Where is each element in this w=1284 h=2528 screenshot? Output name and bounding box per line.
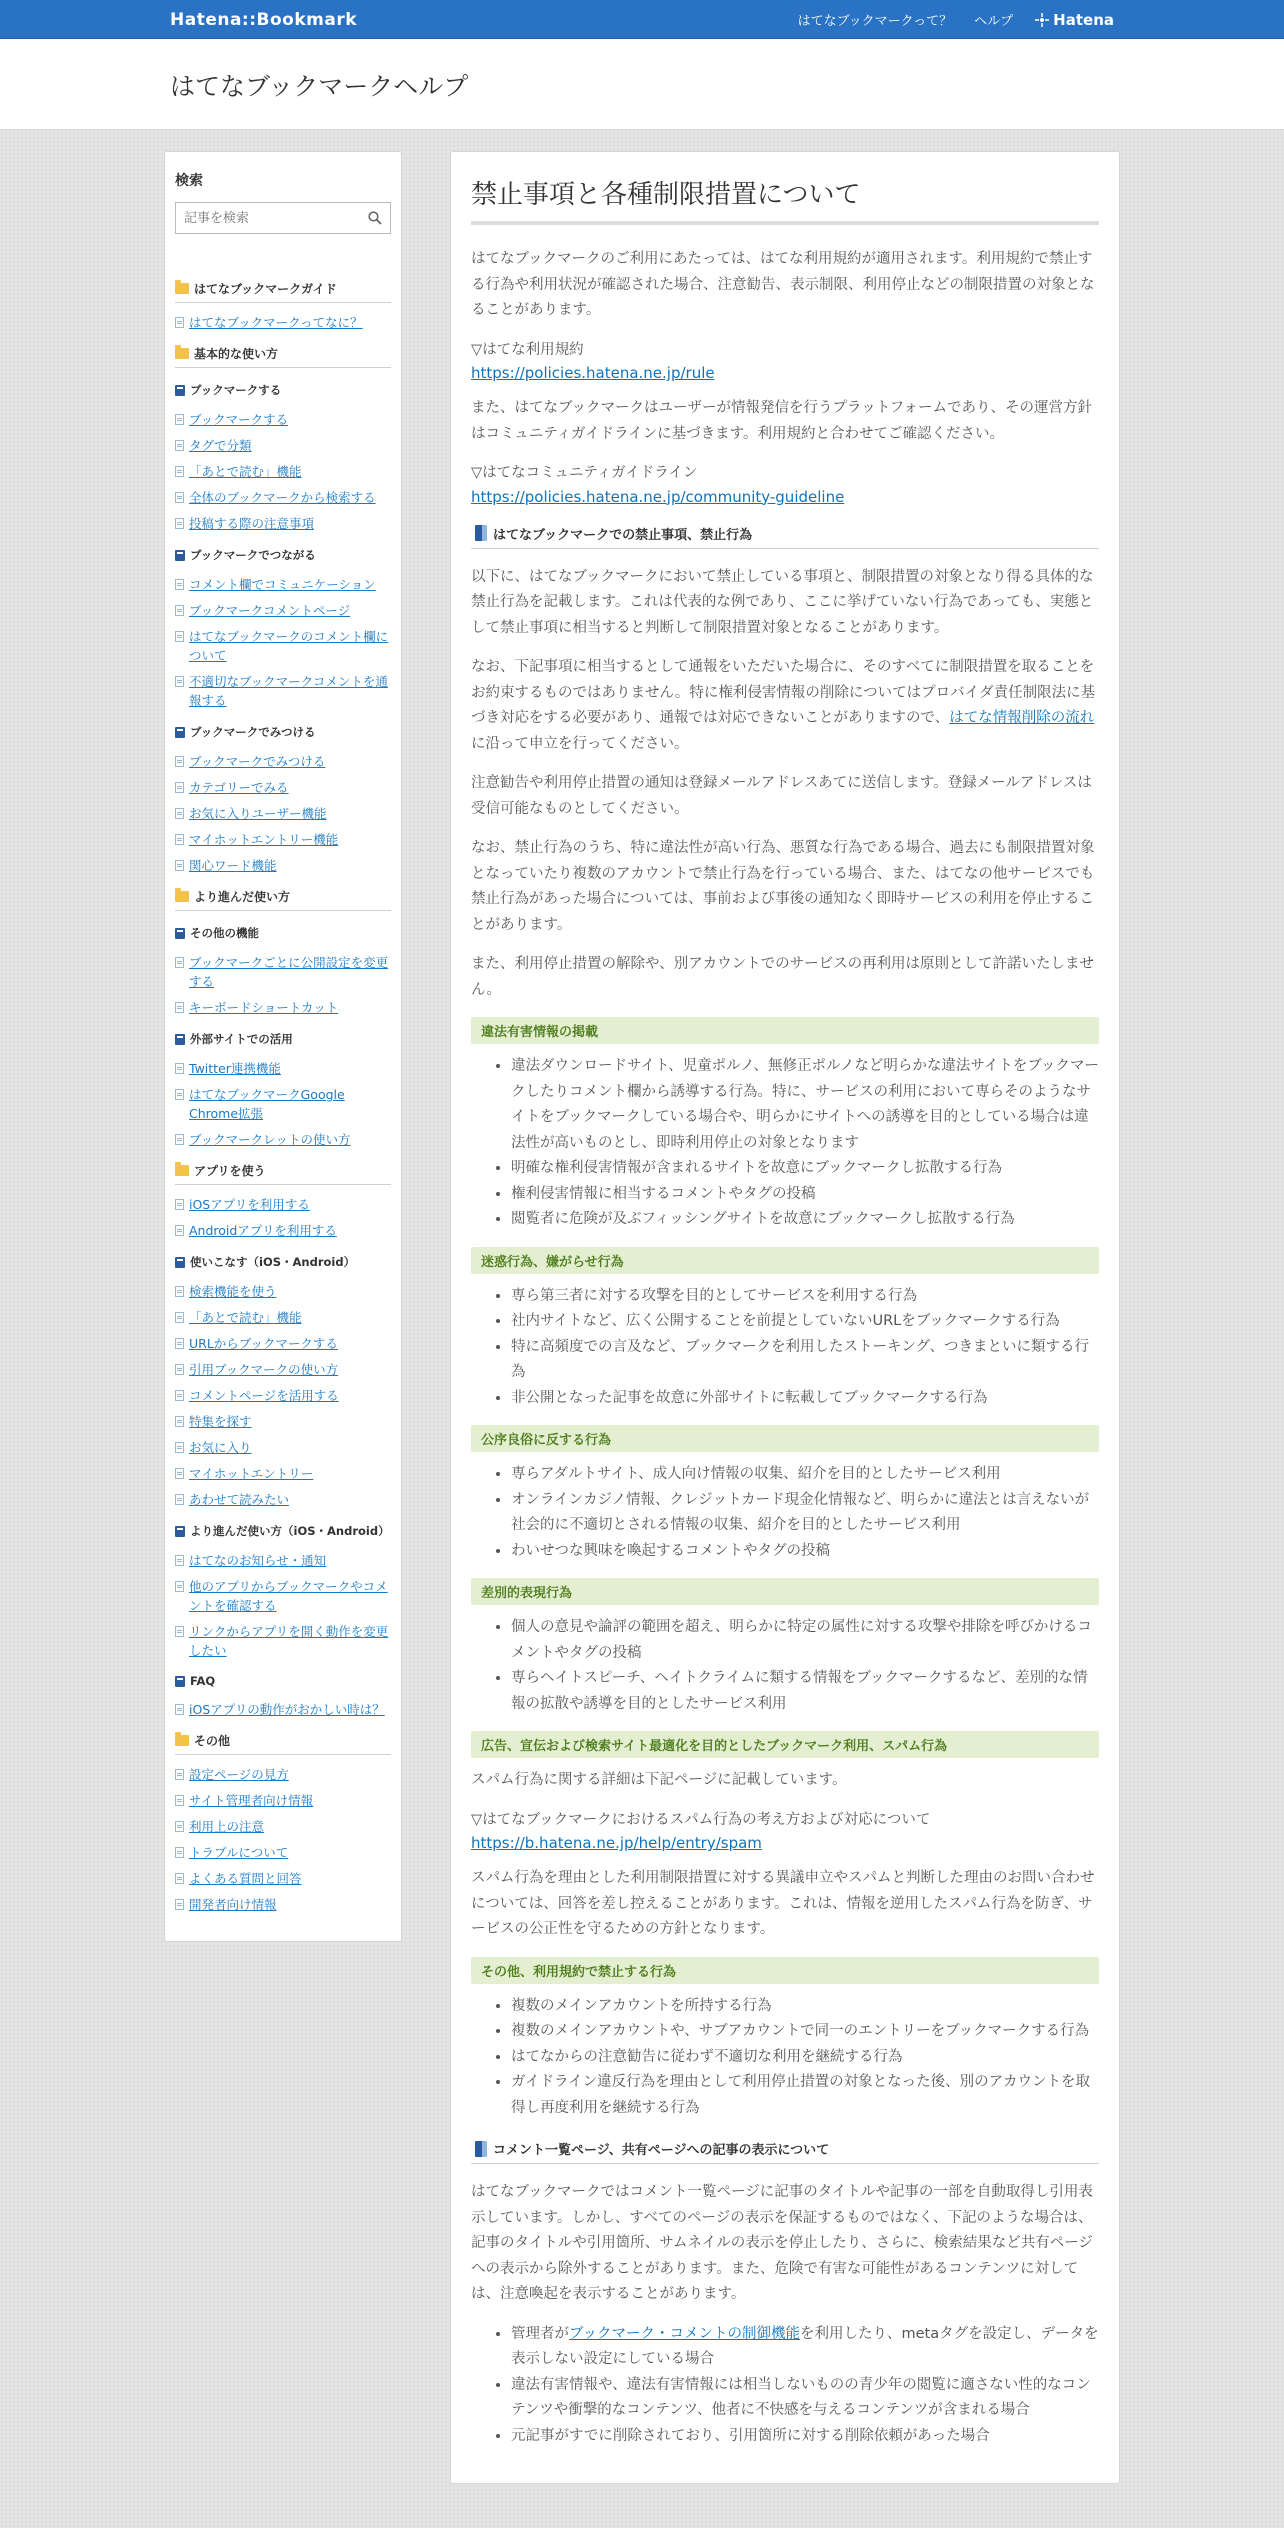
- document-icon: [175, 414, 184, 425]
- sidebar-item[interactable]: [175, 1130, 391, 1149]
- list-item: • 複数のメインアカウントや、サブアカウントで同一のエントリーをブックマークする行為: [511, 2019, 1099, 2045]
- sidebar-link[interactable]: 検索機能を使う: [189, 1284, 277, 1299]
- list-item: • 閲覧者に危険が及ぶフィッシングサイトを故意にブックマークし拡散する行為: [511, 1207, 1099, 1233]
- book-icon: [175, 928, 185, 939]
- document-icon: [175, 1286, 184, 1297]
- guideline-link[interactable]: https://policies.hatena.ne.jp/community-guideline: [471, 487, 845, 506]
- list-item: • 個人の意見や論評の範囲を超え、明らかに特定の属性に対する攻撃や排除を呼びかけるコメントやタグの投稿: [511, 1615, 1099, 1666]
- sidebar-item[interactable]: [175, 1221, 391, 1240]
- document-icon: [175, 1769, 184, 1780]
- hatena-bookmark-logo[interactable]: Hatena::Bookmark: [170, 9, 358, 30]
- subcategory-title: ブックマークでみつける: [190, 725, 316, 739]
- intro-text: はてなブックマークのご利用にあたっては、はてな利用規約が適用されます。利用規約で禁止する行為や利用状況が確認された場合、注意勧告、表示制限、利用停止などの制限措置の対象となることがあります。: [471, 251, 1095, 318]
- sidebar-item[interactable]: [175, 1622, 391, 1660]
- other-list: [511, 1994, 1099, 2122]
- sidebar-link-list: [175, 1551, 391, 1660]
- list-item: • 非公開となった記事を故意に外部サイトに転載してブックマークする行為: [511, 1386, 1099, 1412]
- sidebar-item[interactable]: [175, 778, 391, 797]
- document-icon: [175, 1225, 184, 1236]
- sidebar-link[interactable]: はてなブックマークのコメント欄について: [189, 629, 389, 663]
- spam-text: スパム行為に関する詳細は下記ページに記載しています。: [471, 1772, 847, 1788]
- list-item: • 社内サイトなど、広く公開することを前提としていないURLをブックマークする行為: [511, 1309, 1099, 1335]
- sidebar-item[interactable]: [175, 1817, 391, 1836]
- subsection-heading-spam: 広告、宣伝および検索サイト最適化を目的としたブックマーク利用、スパム行為: [471, 1731, 1099, 1758]
- document-icon: [175, 1442, 184, 1453]
- section-title: コメント一覧ページ、共有ページへの記事の表示について: [493, 2143, 830, 2158]
- sidebar-categories: [175, 274, 391, 1914]
- document-icon: [175, 860, 184, 871]
- sidebar-item[interactable]: [175, 1085, 391, 1123]
- sidebar-link-list: [175, 1282, 391, 1509]
- document-icon: [175, 631, 184, 642]
- sidebar-link[interactable]: あわせて読みたい: [189, 1492, 290, 1507]
- page-title: 禁止事項と各種制限措置について: [471, 174, 1099, 225]
- document-icon: [175, 1390, 184, 1401]
- section-paragraph: [471, 655, 1099, 757]
- document-icon: [175, 1338, 184, 1349]
- document-icon: [175, 1847, 184, 1858]
- subcategory-title: ブックマークでつながる: [190, 548, 316, 562]
- sidebar-link[interactable]: Twitter連携機能: [189, 1061, 281, 1076]
- folder-icon: [175, 891, 189, 902]
- search-input[interactable]: [176, 211, 360, 226]
- sidebar-link[interactable]: 関心ワード機能: [189, 858, 277, 873]
- document-icon: [175, 1555, 184, 1566]
- sidebar-link[interactable]: Androidアプリを利用する: [189, 1223, 337, 1238]
- hatena-icon: [1035, 13, 1049, 27]
- section-paragraph: また、利用停止措置の解除や、別アカウントでのサービスの再利用は原則として許諾いたしません。: [471, 956, 1095, 998]
- document-icon: [175, 518, 184, 529]
- sidebar-item[interactable]: [175, 998, 391, 1017]
- section-paragraph: 注意勧告や利用停止措置の通知は登録メールアドレスあてに送信します。登録メールアドレスは受信可能なものとしてください。: [471, 775, 1092, 817]
- document-icon: [175, 1364, 184, 1375]
- document-icon: [175, 440, 184, 451]
- sidebar-link-list: [175, 752, 391, 875]
- sidebar-link-list: [175, 410, 391, 533]
- folder-icon: [175, 1165, 189, 1176]
- sidebar-item[interactable]: [175, 575, 391, 594]
- about-link[interactable]: はてなブックマークって？: [797, 14, 953, 29]
- document-icon: [175, 957, 184, 968]
- list-item: • 違法ダウンロードサイト、児童ポルノ、無修正ポルノなど明らかな違法サイトをブックマークしたりコメント欄から誘導する行為。特に、サービスの利用において専らそのようなサイトをブックマークしている場合や、明らかにサイトへの誘導を目的としている場合は違法性が高いものとし、即時利用停止の対象となります: [511, 1054, 1099, 1156]
- subcategory-title: より進んだ使い方（iOS・Android）: [190, 1524, 390, 1538]
- sidebar-link[interactable]: カテゴリーでみる: [189, 780, 289, 795]
- sidebar-item[interactable]: [175, 1551, 391, 1570]
- list-item: • ガイドライン違反行為を理由として利用停止措置の対象となった後、別のアカウントを取得し再度利用を継続する行為: [511, 2070, 1099, 2121]
- document-icon: [175, 1134, 184, 1145]
- sidebar-item[interactable]: [175, 1765, 391, 1784]
- document-icon: [175, 1002, 184, 1013]
- book-icon: [175, 1257, 185, 1268]
- sidebar-link-list: [175, 1195, 391, 1240]
- sidebar-item[interactable]: [175, 752, 391, 771]
- document-icon: [175, 1873, 184, 1884]
- sidebar-link[interactable]: ブックマークコメントページ: [189, 603, 351, 618]
- sidebar-link[interactable]: 特集を探す: [189, 1414, 252, 1429]
- prohibited-blocks: [471, 1017, 1099, 1717]
- sidebar-item[interactable]: [175, 1791, 391, 1810]
- deletion-flow-link[interactable]: はてな情報削除の流れ: [949, 710, 1095, 726]
- sidebar-item[interactable]: [175, 462, 391, 481]
- site-header: [0, 39, 1284, 130]
- sidebar-link[interactable]: iOSアプリの動作がおかしい時は？: [189, 1702, 385, 1717]
- sidebar-link[interactable]: URLからブックマークする: [189, 1336, 338, 1351]
- list-item: • わいせつな興味を喚起するコメントやタグの投稿: [511, 1539, 1099, 1565]
- sidebar-item[interactable]: [175, 313, 391, 332]
- hatena-label: Hatena: [1053, 10, 1114, 29]
- document-icon: [175, 317, 184, 328]
- sidebar-item[interactable]: [175, 1308, 391, 1327]
- document-icon: [175, 466, 184, 477]
- page-container: [164, 130, 1120, 2484]
- book-icon: [175, 1034, 185, 1045]
- sidebar-item[interactable]: [175, 1386, 391, 1405]
- help-link[interactable]: ヘルプ: [974, 14, 1014, 29]
- section-heading: [471, 520, 1099, 549]
- book-icon: [175, 727, 185, 738]
- list-item: [511, 2424, 1099, 2450]
- list-text: 違法有害情報や、違法有害情報には相当しないものの青少年の閲覧に適さない性的なコンテンツや衝撃的なコンテンツ、他者に不快感を与えるコンテンツが含まれる場合: [511, 2376, 1091, 2418]
- sidebar-item[interactable]: [175, 1360, 391, 1379]
- list-text: 元記事がすでに削除されており、引用箇所に対する削除依頼があった場合: [511, 2427, 990, 2444]
- sidebar-link[interactable]: ブックマークでみつける: [189, 754, 326, 769]
- sidebar-link[interactable]: ブックマークする: [189, 412, 289, 427]
- sidebar-link[interactable]: タグで分類: [189, 438, 252, 453]
- site-title[interactable]: はてなブックマークヘルプ: [170, 72, 469, 101]
- sidebar-item[interactable]: [175, 627, 391, 665]
- list-item: • オンラインカジノ情報、クレジットカード現金化情報など、明らかに違法とは言えないが社会的に不適切とされる情報の収集、紹介を目的としたサービス利用: [511, 1488, 1099, 1539]
- subsection-heading: 差別的表現行為: [471, 1578, 1099, 1605]
- document-icon: [175, 808, 184, 819]
- sidebar-item[interactable]: [175, 488, 391, 507]
- sidebar-link[interactable]: 他のアプリからブックマークやコメントを確認する: [189, 1579, 388, 1613]
- sidebar-link[interactable]: 引用ブックマークの使い方: [189, 1362, 339, 1377]
- category-title: 基本的な使い方: [194, 347, 279, 361]
- paragraph-text: に沿って申立を行ってください。: [471, 735, 689, 752]
- category-title: より進んだ使い方: [194, 890, 291, 904]
- sidebar-link[interactable]: 設定ページの見方: [189, 1767, 289, 1782]
- sidebar-link[interactable]: 開発者向け情報: [189, 1897, 277, 1912]
- sidebar-link[interactable]: サイト管理者向け情報: [189, 1793, 314, 1808]
- list-item: • 明確な権利侵害情報が含まれるサイトを故意にブックマークし拡散する行為: [511, 1156, 1099, 1182]
- sidebar-link-list: [175, 1700, 391, 1719]
- section-paragraph: 以下に、はてなブックマークにおいて禁止している事項と、制限措置の対象となり得る具体的な禁止行為を記載します。これは代表的な例であり、ここに挙げていない行為であっても、実態として禁止事項に相当すると判断して制限措置対象となることがあります。: [471, 568, 1094, 636]
- search-title: 検索: [175, 173, 203, 189]
- list-item: • 専らヘイトスピーチ、ヘイトクライムに類する情報をブックマークするなど、差別的な情報の拡散や誘導を目的としたサービス利用: [511, 1666, 1099, 1717]
- sidebar-link[interactable]: よくある質問と回答: [189, 1871, 302, 1886]
- subcategory-title: その他の機能: [190, 926, 259, 940]
- document-icon: [175, 782, 184, 793]
- bullet-list: [511, 1284, 1099, 1412]
- document-icon: [175, 1063, 184, 1074]
- sidebar-category: [175, 339, 391, 368]
- sidebar-item[interactable]: [175, 856, 391, 875]
- sidebar-item[interactable]: [175, 953, 391, 991]
- subcategory-title: ブックマークする: [190, 383, 282, 397]
- sidebar-item[interactable]: [175, 1700, 391, 1719]
- bullet-list: [511, 1054, 1099, 1233]
- sidebar-link-list: [175, 575, 391, 710]
- sidebar-link-list: [175, 1059, 391, 1149]
- document-icon: [175, 756, 184, 767]
- control-feature-link[interactable]: ブックマーク・コメントの制御機能: [569, 2325, 800, 2342]
- list-item: • 権利侵害情報に相当するコメントやタグの投稿: [511, 1182, 1099, 1208]
- list-text: を利用したり、metaタグを設定し、データを表示しない設定にしている場合: [511, 2325, 1099, 2367]
- book-icon: [175, 550, 185, 561]
- sidebar-link[interactable]: コメントページを活用する: [189, 1388, 339, 1403]
- list-text: 管理者が: [511, 2325, 569, 2342]
- sidebar-link[interactable]: トラブルについて: [189, 1845, 289, 1860]
- sidebar-link[interactable]: コメント欄でコミュニケーション: [189, 577, 376, 592]
- folder-icon: [175, 348, 189, 359]
- sidebar: [164, 151, 402, 1942]
- sidebar-link-list: [175, 1765, 391, 1914]
- sidebar-link[interactable]: はてなブックマークってなに？: [189, 315, 363, 330]
- sidebar-item[interactable]: [175, 436, 391, 455]
- sidebar-link[interactable]: はてなのお知らせ・通知: [189, 1553, 327, 1568]
- folder-icon: [175, 283, 189, 294]
- subsection-heading: 公序良俗に反する行為: [471, 1425, 1099, 1452]
- sidebar-link[interactable]: 全体のブックマークから検索する: [189, 490, 376, 505]
- document-icon: [175, 1626, 184, 1637]
- sidebar-subcategory: [175, 1674, 391, 1688]
- sidebar-item[interactable]: [175, 1059, 391, 1078]
- sidebar-item[interactable]: [175, 1282, 391, 1301]
- sidebar-link[interactable]: 「あとで読む」機能: [189, 1310, 302, 1325]
- sidebar-category: [175, 274, 391, 303]
- document-icon: [175, 1899, 184, 1910]
- sidebar-subcategory: [175, 1523, 391, 1539]
- search-icon: [368, 211, 382, 225]
- sidebar-item[interactable]: [175, 1195, 391, 1214]
- book-icon: [175, 385, 185, 396]
- article: [450, 151, 1120, 2484]
- category-title: はてなブックマークガイド: [194, 282, 337, 296]
- list-item: • はてなからの注意勧告に従わず不適切な利用を継続する行為: [511, 2045, 1099, 2071]
- document-icon: [175, 676, 184, 687]
- sidebar-link[interactable]: お気に入りユーザー機能: [189, 806, 327, 821]
- rule-link[interactable]: https://policies.hatena.ne.jp/rule: [471, 364, 715, 382]
- sidebar-item[interactable]: [175, 410, 391, 429]
- category-title: アプリを使う: [194, 1164, 266, 1178]
- bullet-list: [511, 1462, 1099, 1564]
- hatena-link[interactable]: [1035, 11, 1114, 29]
- top-nav: [798, 10, 1114, 29]
- sidebar-link[interactable]: iOSアプリを利用する: [189, 1197, 310, 1212]
- section-paragraph: はてなブックマークではコメント一覧ページに記事のタイトルや記事の一部を自動取得し引用表示しています。しかし、すべてのページの表示を保証するものではなく、下記のような場合は、記事のタイトルや引用箇所、サムネイルの表示を停止したり、さらに、検索結果など共有ページへの表示から除外することがあります。また、危険で有害な可能性があるコンテンツに対しては、注意喚起を表示することがあります。: [471, 2184, 1093, 2302]
- book-icon: [475, 525, 487, 541]
- sidebar-item[interactable]: [175, 672, 391, 710]
- document-icon: [175, 1468, 184, 1479]
- sidebar-category: [175, 1156, 391, 1185]
- community-text: また、はてなブックマークはユーザーが情報発信を行うプラットフォームであり、その運営方針はコミュニティガイドラインに基づきます。利用規約と合わせてご確認ください。: [471, 400, 1093, 442]
- sidebar-link[interactable]: 投稿する際の注意事項: [189, 516, 315, 531]
- sidebar-link-list: [175, 953, 391, 1017]
- document-icon: [175, 492, 184, 503]
- document-icon: [175, 1795, 184, 1806]
- list-item: • 専らアダルトサイト、成人向け情報の収集、紹介を目的としたサービス利用: [511, 1462, 1099, 1488]
- sidebar-link-list: [175, 313, 391, 332]
- subcategory-title: FAQ: [190, 1674, 216, 1688]
- book-icon: [175, 1526, 185, 1537]
- sidebar-link[interactable]: 不適切なブックマークコメントを通報する: [189, 674, 388, 708]
- document-icon: [175, 834, 184, 845]
- sidebar-item[interactable]: [175, 1438, 391, 1457]
- document-icon: [175, 1416, 184, 1427]
- sidebar-item[interactable]: [175, 1577, 391, 1615]
- paragraph-text: なお、下記事項に相当するとして通報をいただいた場合に、そのすべてに制限措置を取ることをお約束するものではありません。特に権利侵害情報の削除についてはプロバイダ責任制限法に基づき対応をする必要があり、通報では対応できないことがありますので、: [471, 659, 1096, 726]
- document-icon: [175, 1704, 184, 1715]
- sidebar-link[interactable]: はてなブックマークGoogle Chrome拡張: [189, 1087, 345, 1121]
- sidebar-item[interactable]: [175, 1464, 391, 1483]
- sidebar-item[interactable]: [175, 1895, 391, 1914]
- list-item: [511, 2373, 1099, 2424]
- subsection-heading-other: その他、利用規約で禁止する行為: [471, 1957, 1099, 1984]
- section-paragraph: なお、禁止行為のうち、特に違法性が高い行為、悪質な行為である場合、過去にも制限措置対象となっていたり複数のアカウントで禁止行為を行っている場合、また、はてなの他サービスでも禁止行為があった場合については、事前および事後の通知なく即時サービスの利用を停止することがあります。: [471, 840, 1095, 933]
- sidebar-item[interactable]: [175, 1869, 391, 1888]
- sidebar-link[interactable]: 「あとで読む」機能: [189, 464, 302, 479]
- category-title: その他: [194, 1734, 231, 1748]
- subcategory-title: 外部サイトでの活用: [190, 1032, 293, 1046]
- folder-icon: [175, 1735, 189, 1746]
- spam-link[interactable]: https://b.hatena.ne.jp/help/entry/spam: [471, 1834, 762, 1852]
- document-icon: [175, 1581, 184, 1592]
- section-title: はてなブックマークでの禁止事項、禁止行為: [493, 527, 753, 543]
- section-heading: [471, 2135, 1099, 2164]
- search-button[interactable]: [360, 203, 390, 233]
- bullet-list: [511, 1615, 1099, 1717]
- sidebar-link[interactable]: ブックマークレットの使い方: [189, 1132, 351, 1147]
- search-box: [175, 202, 391, 234]
- sidebar-item[interactable]: [175, 1334, 391, 1353]
- document-icon: [175, 1821, 184, 1832]
- sidebar-link[interactable]: 利用上の注意: [189, 1819, 265, 1834]
- list-item: [511, 2322, 1099, 2373]
- guideline-label: ▽はてなコミュニティガイドライン: [471, 465, 698, 481]
- sidebar-item[interactable]: [175, 1490, 391, 1509]
- sidebar-link[interactable]: キーボードショートカット: [189, 1000, 339, 1015]
- book-icon: [175, 1676, 185, 1687]
- sidebar-subcategory: [175, 925, 391, 941]
- sidebar-item[interactable]: [175, 830, 391, 849]
- document-icon: [175, 1312, 184, 1323]
- sidebar-link[interactable]: リンクからアプリを開く動作を変更したい: [189, 1624, 389, 1658]
- display-rules-list: [511, 2322, 1099, 2450]
- document-icon: [175, 605, 184, 616]
- sidebar-category: [175, 1726, 391, 1755]
- subsection-heading: 違法有害情報の掲載: [471, 1017, 1099, 1044]
- sidebar-category: [175, 882, 391, 911]
- sidebar-item[interactable]: [175, 804, 391, 823]
- sidebar-subcategory: [175, 1031, 391, 1047]
- list-item: • 専ら第三者に対する攻撃を目的としてサービスを利用する行為: [511, 1284, 1099, 1310]
- sidebar-subcategory: [175, 382, 391, 398]
- sidebar-subcategory: [175, 1254, 391, 1270]
- sidebar-link[interactable]: ブックマークごとに公開設定を変更する: [189, 955, 389, 989]
- sidebar-link[interactable]: お気に入り: [189, 1440, 252, 1455]
- spam-label: ▽はてなブックマークにおけるスパム行為の考え方および対応について: [471, 1811, 931, 1828]
- document-icon: [175, 579, 184, 590]
- sidebar-subcategory: [175, 724, 391, 740]
- list-item: • 複数のメインアカウントを所持する行為: [511, 1994, 1099, 2020]
- rule-label: ▽はてな利用規約: [471, 341, 584, 358]
- spam-policy-text: スパム行為を理由とした利用制限措置に対する異議申立やスパムと判断した理由のお問い合わせについては、回答を差し控えることがあります。これは、情報を逆用したスパム行為を防ぎ、サービスの公正性を守るための方針となります。: [471, 1870, 1095, 1937]
- sidebar-subcategory: [175, 547, 391, 563]
- document-icon: [175, 1199, 184, 1210]
- document-icon: [175, 1089, 184, 1100]
- subsection-heading: 迷惑行為、嫌がらせ行為: [471, 1247, 1099, 1274]
- sidebar-item[interactable]: [175, 1843, 391, 1862]
- sidebar-item[interactable]: [175, 601, 391, 620]
- book-icon: [475, 2141, 487, 2157]
- sidebar-item[interactable]: [175, 514, 391, 533]
- document-icon: [175, 1494, 184, 1505]
- top-bar: [0, 0, 1284, 39]
- list-item: • 特に高頻度での言及など、ブックマークを利用したストーキング、つきまといに類する行為: [511, 1335, 1099, 1386]
- sidebar-item[interactable]: [175, 1412, 391, 1431]
- sidebar-link[interactable]: マイホットエントリー機能: [189, 832, 339, 847]
- subcategory-title: 使いこなす（iOS・Android）: [190, 1255, 356, 1269]
- sidebar-link[interactable]: マイホットエントリー: [189, 1466, 314, 1481]
